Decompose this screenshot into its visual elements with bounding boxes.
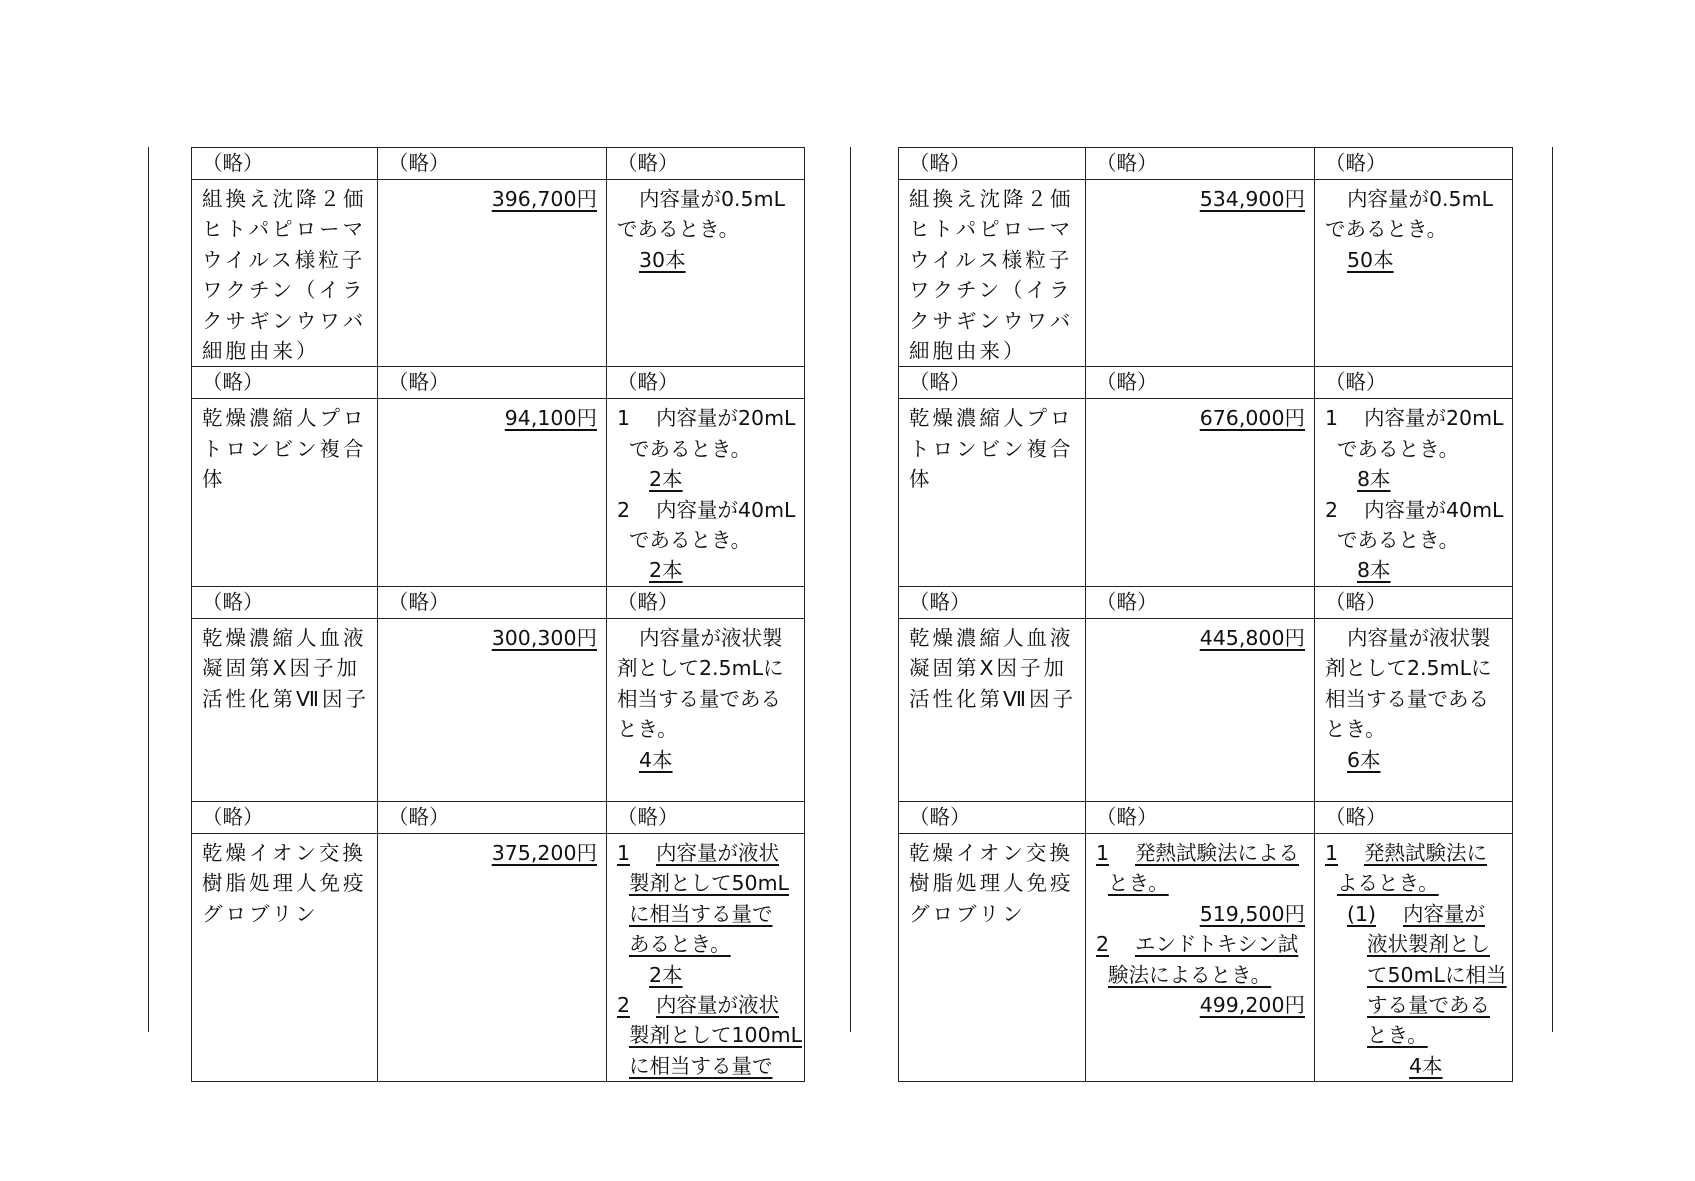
table-row [899,180,1513,367]
drug-name-cell [192,399,378,586]
condition-line: であるとき。 [629,436,752,461]
omitted-cell: （略） [1086,801,1315,833]
drug-name-line: 組換え沈降２価 [202,187,367,211]
price-value: 519,500円 [1199,901,1305,926]
omitted-cell: （略） [1086,367,1315,399]
condition-line: であるとき。 [617,217,740,242]
condition-line: 相当する量である [1325,686,1489,711]
table-row [192,833,805,1081]
drug-name-line: グロブリン [202,901,319,926]
drug-name-line: 凝固第Ⅹ因子加 [909,656,1068,681]
item-number: 2 [617,497,631,522]
condition-line: 内容量が0.5mL [1347,187,1493,211]
drug-name-line: 細胞由来） [202,339,320,364]
omitted-cell: （略） [1086,586,1315,618]
drug-name-line: 乾燥濃縮人血液 [202,625,367,650]
condition-line: 内容量が液状 [656,840,779,865]
omitted-cell: （略） [607,801,805,833]
condition-line: であるとき。 [1325,217,1448,242]
item-number: 2 [1096,932,1110,957]
omitted-cell: （略） [1315,367,1513,399]
drug-name-line: 活性化第Ⅶ因子 [202,686,369,711]
item-number: 1 [617,406,631,431]
price-method-line: エンドトキシン試 [1135,932,1299,957]
price-cell [378,833,607,1081]
omitted-cell: （略） [607,367,805,399]
condition-line: とき。 [1367,1023,1428,1048]
table-row [899,833,1513,1081]
sub-item-number: (1) [1347,901,1377,926]
omitted-row [899,367,1513,399]
drug-name-line: 凝固第Ⅹ因子加 [202,656,361,681]
omitted-cell: （略） [899,586,1086,618]
price-method-line: とき。 [1108,871,1169,896]
drug-name-line: 乾燥濃縮人血液 [909,625,1074,650]
condition-cell [1315,399,1513,586]
drug-name-line: 体 [909,467,933,492]
quantity-value: 4本 [1409,1053,1443,1078]
omitted-row [899,586,1513,618]
condition-line: 内容量が40mL [656,497,796,522]
quantity-value: 8本 [1357,467,1391,492]
condition-line: 内容量が液状製 [1347,625,1491,650]
price-cell [1086,180,1315,367]
price-value: 94,100円 [504,406,597,431]
omitted-cell: （略） [1315,586,1513,618]
condition-cell [607,180,805,367]
drug-name-line: ウイルス様粒子 [909,247,1073,272]
condition-line: 内容量が40mL [1364,497,1504,522]
drug-name-cell [899,618,1086,801]
price-cell [378,180,607,367]
omitted-cell: （略） [192,586,378,618]
omitted-row [899,148,1513,180]
drug-name-cell [192,180,378,367]
condition-line: 相当する量である [617,686,781,711]
drug-name-line: 乾燥濃縮人プロ [202,406,367,431]
item-number: 1 [1096,840,1110,865]
table-row [192,180,805,367]
table-row [899,399,1513,586]
price-method-line: 発熱試験法による [1135,840,1299,865]
drug-name-line: ヒトパピローマ [202,217,367,242]
drug-name-cell [899,399,1086,586]
condition-line: 内容量が [1403,901,1485,926]
condition-line: 内容量が20mL [1364,406,1504,431]
condition-line: 液状製剤とし [1367,932,1490,957]
condition-cell [607,399,805,586]
condition-line: に相当する量で [629,901,773,926]
left-table [191,147,805,1082]
right-margin-rule [1552,147,1553,1032]
drug-name-line: グロブリン [909,901,1026,926]
condition-line: 製剤として50mL [629,871,789,896]
drug-name-line: ワクチン（イラ [202,278,366,303]
omitted-cell: （略） [1315,801,1513,833]
condition-line: 内容量が20mL [656,406,796,431]
quantity-value: 50本 [1347,247,1394,272]
drug-name-line: クサギンウワバ [202,308,367,333]
omitted-cell: （略） [607,148,805,180]
omitted-cell: （略） [899,801,1086,833]
drug-name-line: 樹脂処理人免疫 [909,871,1074,896]
drug-name-line: 細胞由来） [909,339,1027,364]
quantity-value: 2本 [649,467,683,492]
price-cell [378,399,607,586]
condition-line: とき。 [1325,717,1386,742]
quantity-value: 8本 [1357,558,1391,583]
price-value: 396,700円 [491,187,597,211]
table-row [899,618,1513,801]
omitted-cell: （略） [899,367,1086,399]
omitted-cell: （略） [607,586,805,618]
drug-name-line: ヒトパピローマ [909,217,1074,242]
drug-name-line: クサギンウワバ [909,308,1074,333]
omitted-row [192,801,805,833]
drug-name-line: 乾燥イオン交換 [909,840,1073,865]
item-number: 1 [617,840,631,865]
condition-line: 内容量が液状 [656,992,779,1017]
drug-name-line: 体 [202,467,226,492]
condition-line: 内容量が0.5mL [639,187,785,211]
drug-name-cell [192,618,378,801]
drug-name-line: ワクチン（イラ [909,278,1073,303]
omitted-cell: （略） [1086,148,1315,180]
omitted-row [192,586,805,618]
drug-name-cell [192,833,378,1081]
price-cell [378,618,607,801]
right-table [898,147,1513,1082]
condition-line: 剤として2.5mLに [1325,656,1492,681]
omitted-cell: （略） [899,148,1086,180]
omitted-cell: （略） [378,148,607,180]
drug-name-cell [899,180,1086,367]
condition-line: 発熱試験法に [1364,840,1487,865]
quantity-value: 2本 [649,558,683,583]
condition-cell [607,618,805,801]
condition-line: に相当する量で [629,1053,773,1078]
condition-cell [1315,618,1513,801]
condition-line: あるとき。 [629,932,731,957]
drug-name-cell [899,833,1086,1081]
condition-line: であるとき。 [1337,436,1460,461]
condition-line: 製剤として100mL [629,1023,803,1048]
price-value: 676,000円 [1199,406,1305,431]
center-rule-left [850,147,851,1032]
price-value: 534,900円 [1199,187,1305,211]
omitted-cell: （略） [378,801,607,833]
omitted-cell: （略） [1315,148,1513,180]
drug-name-line: 乾燥イオン交換 [202,840,366,865]
omitted-cell: （略） [378,367,607,399]
omitted-row [899,801,1513,833]
condition-cell [1315,833,1513,1081]
price-method-line: 験法によるとき。 [1108,962,1272,987]
price-value: 499,200円 [1199,992,1305,1017]
drug-name-line: ウイルス様粒子 [202,247,366,272]
left-margin-rule [148,147,149,1032]
omitted-cell: （略） [192,367,378,399]
price-cell [1086,618,1315,801]
quantity-value: 4本 [639,747,673,772]
condition-cell [1315,180,1513,367]
condition-cell [607,833,805,1081]
price-value: 375,200円 [491,840,597,865]
drug-name-line: トロンビン複合 [202,436,367,461]
table-row [192,399,805,586]
condition-line: よるとき。 [1337,871,1439,896]
drug-name-line: 組換え沈降２価 [909,187,1074,211]
condition-line: て50mLに相当 [1367,962,1507,987]
price-cell [1086,833,1315,1081]
item-number: 2 [1325,497,1339,522]
price-value: 445,800円 [1199,625,1305,650]
condition-line: であるとき。 [1337,528,1460,553]
condition-line: とき。 [617,717,678,742]
omitted-row [192,367,805,399]
drug-name-line: 活性化第Ⅶ因子 [909,686,1076,711]
item-number: 1 [1325,406,1339,431]
quantity-value: 6本 [1347,747,1381,772]
drug-name-line: 乾燥濃縮人プロ [909,406,1074,431]
condition-line: であるとき。 [629,528,752,553]
price-cell [1086,399,1315,586]
item-number: 2 [617,992,631,1017]
price-value: 300,300円 [491,625,597,650]
quantity-value: 2本 [649,962,683,987]
quantity-value: 30本 [639,247,686,272]
condition-line: する量である [1367,992,1490,1017]
drug-name-line: 樹脂処理人免疫 [202,871,367,896]
drug-name-line: トロンビン複合 [909,436,1074,461]
omitted-cell: （略） [192,148,378,180]
omitted-cell: （略） [192,801,378,833]
table-row [192,618,805,801]
omitted-cell: （略） [378,586,607,618]
item-number: 1 [1325,840,1339,865]
omitted-row [192,148,805,180]
condition-line: 内容量が液状製 [639,625,783,650]
condition-line: 剤として2.5mLに [617,656,784,681]
